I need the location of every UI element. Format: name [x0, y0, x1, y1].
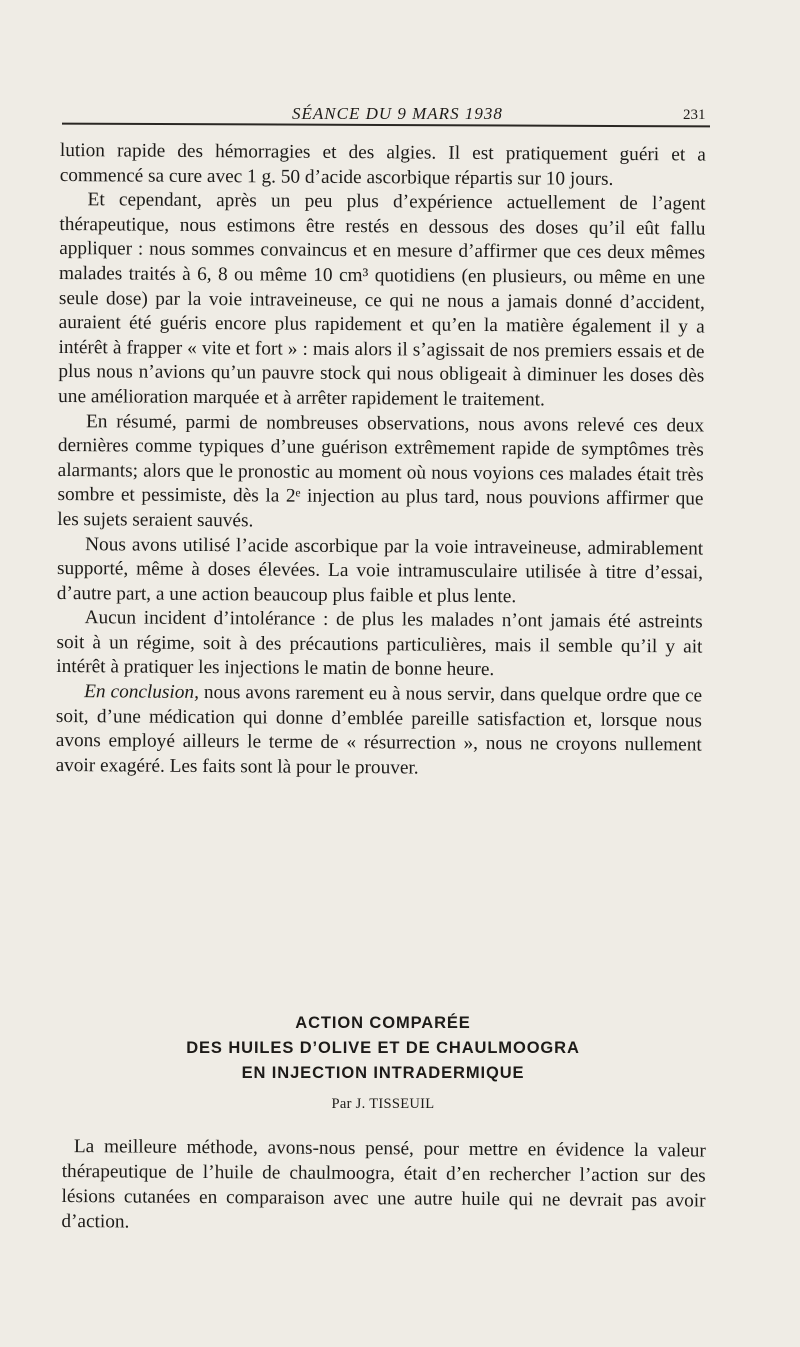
title-line: ACTION COMPARÉE	[295, 1014, 471, 1032]
article-intro	[61, 1134, 706, 1238]
conclusion-paragraph	[56, 680, 703, 783]
article-body	[56, 139, 706, 783]
title-line: EN INJECTION INTRADERMIQUE	[241, 1064, 525, 1082]
paragraph: lution rapide des hémorragies et des algies. Il est pratiquement guéri et a commencé sa cure avec 1 g. 50 d’acide ascorbique répartis sur 10 jours.	[59, 139, 706, 190]
conclusion-lead: En conclusion,	[84, 681, 200, 704]
article-title	[60, 1011, 706, 1086]
running-title: SÉANCE DU 9 MARS 1938	[292, 104, 503, 123]
paragraph: La meilleure méthode, avons-nous pensé, pour mettre en évidence la valeur thérapeutique de l’huile de chaulmoogra, était d’en rechercher l’action sur des lésions cutanées en comparaison avec une autre huile qui ne devrait pas avoir d’action.	[61, 1136, 706, 1233]
paragraph: Nous avons utilisé l’acide ascorbique par la voie intraveineuse, admirablement supporté, même à doses élevées. La voie intramusculaire utilisée à titre d’essai, d’autre part, a une action beaucoup plus faible et plus lente.	[56, 533, 704, 607]
conclusion-text: nous avons rarement eu à nous servir, dans quelque ordre que ce soit, d’une médication qui donne d’emblée pareille satisfaction et, lorsque nous avons employé ailleurs le terme de « résurrection », nous ne croyons nullement avoir exagéré. Les faits sont là pour le prouver.	[55, 682, 703, 779]
paragraph: Et cependant, après un peu plus d’expérience actuellement de l’agent thérapeutique, nous estimons être restés en dessous des doses qu’il eût fallu appliquer : nous sommes convaincus et en mesure d’affirmer que ces deux mêmes malades traités à 6, 8 ou même 10 cm³ quotidiens (en plusieurs, ou même en une seule dose) par la voie intraveineuse, ce qui ne nous a jamais donné d’accident, auraient été guéris encore plus rapidement et qu’en la matière également il y a intérêt à frapper « vite et fort » : mais alors il s’agissait de nos premiers essais et de plus nous n’avions qu’un pauvre stock qui nous obligeait à diminuer les doses dès une amélioration marquée et à arrêter rapidement le traitement.	[58, 189, 706, 411]
title-line: DES HUILES D’OLIVE ET DE CHAULMOOGRA	[186, 1039, 580, 1057]
page-number: 231	[683, 107, 706, 123]
paragraph: En résumé, parmi de nombreuses observations, nous avons relevé ces deux dernières comme typiques d’une guérison extrêmement rapide de symptômes très alarmants; alors que le pronostic au moment où nous voyions ces malades était très sombre et pessimiste, dès la 2ᵉ injection au plus tard, nous pouvions affirmer que les sujets seraient sauvés.	[57, 410, 705, 532]
paragraph: Aucun incident d’intolérance : de plus les malades n’ont jamais été astreints soit à un régime, soit à des précautions particulières, mais il semble qu’il y ait intérêt à pratiquer les injections le matin de bonne heure.	[56, 607, 703, 681]
author-byline: Par J. TISSEUIL	[331, 1096, 435, 1112]
